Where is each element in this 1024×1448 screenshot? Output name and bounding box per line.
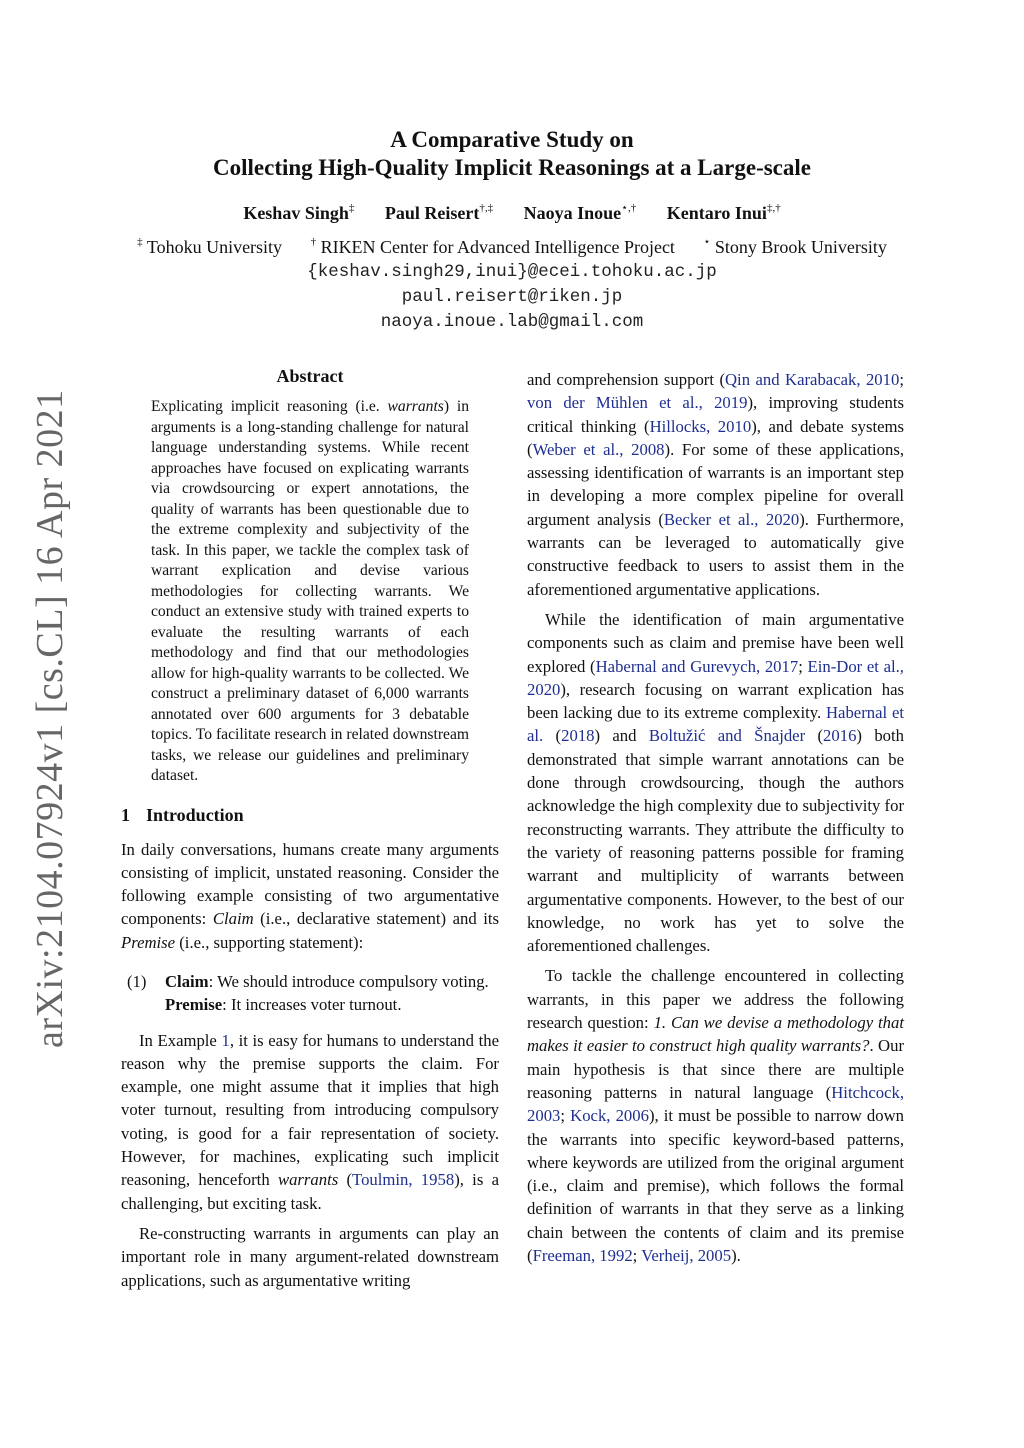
citation-link[interactable]: Verheij, 2005 [641, 1245, 732, 1265]
email-address: {keshav.singh29,inui}@ecei.tohoku.ac.jp [307, 262, 717, 282]
example-claim: Claim: We should introduce compulsory voting. [165, 971, 489, 991]
author-affiliation-marks: ‡,† [766, 202, 781, 214]
section-title: Introduction [146, 804, 244, 825]
left-column [121, 366, 499, 1292]
affiliation-name: Tohoku University [146, 237, 283, 257]
example-number: (1) [127, 971, 147, 991]
paper-title [0, 126, 1024, 182]
affiliation [137, 237, 282, 257]
abstract-heading: Abstract [276, 366, 344, 386]
author-name: Keshav Singh [243, 203, 349, 223]
research-question: 1. Can we devise a methodology that makes it easier to construct high quality warrants? [527, 1013, 904, 1056]
email-address: naoya.inoue.lab@gmail.com [380, 312, 644, 332]
affiliation [703, 237, 886, 257]
author-name: Paul Reisert [384, 203, 480, 223]
email-list [0, 260, 1024, 335]
affiliation-mark: ⋆ [703, 236, 711, 248]
title-line-1: A Comparative Study on [390, 127, 634, 152]
citation-link[interactable]: von der Mühlen et al., 2019 [527, 393, 748, 413]
author-list [0, 201, 1024, 224]
author-affiliation-marks: ‡ [348, 202, 355, 214]
author-name: Kentaro Inui [666, 203, 767, 223]
citation-link[interactable]: Weber et al., 2008 [532, 439, 665, 459]
author [385, 203, 493, 223]
citation-link[interactable]: Habernal et al. [527, 703, 904, 746]
citation-link[interactable]: Ein-Dor et al., 2020 [527, 656, 904, 699]
author-affiliation-marks: †,‡ [479, 202, 494, 214]
intro-paragraph-1: In daily conversations, humans create many arguments consisting of implicit, unstated reasoning. Consider the following example consisting of two argumentative components: Claim (i.e., declarative statement) and its Premise (i.e., supporting statement): [121, 839, 500, 952]
example-premise: Premise: It increases voter turnout. [165, 995, 402, 1015]
affiliation-mark: † [310, 236, 317, 248]
citation-link[interactable]: Hillocks, 2010 [649, 416, 752, 436]
right-paragraph-1: and comprehension support (Qin and Karabacak, 2010; von der Mühlen et al., 2019), improving students critical thinking (Hillocks, 2010), and debate systems (Weber et al., 2008). For some of these applications, assessing identification of warrants is an important step in developing a more complex pipeline for overall argument analysis (Becker et al., 2020). Furthermore, warrants can be leveraged to automatically give constructive feedback to users to assist them in the aforementioned argumentative applications. [527, 370, 904, 599]
arxiv-identifier: arXiv:2104.07924v1 [cs.CL] 16 Apr 2021 [29, 389, 71, 1048]
example-1 [121, 970, 499, 1017]
citation-link[interactable]: Hitchcock, 2003 [527, 1082, 904, 1126]
intro-paragraph-2: In Example 1, it is easy for humans to understand the reason why the premise supports the claim. For example, one might assume that it implies that high voter turnout, resulting from introducing compulsory voting, is good for a fair representation of society. However, for machines, explicating such implicit reasoning, henceforth warrants (Toulmin, 1958), is a challenging, but exciting task. [121, 1030, 499, 1213]
citation-link[interactable]: 2018 [561, 726, 595, 746]
author-affiliation-marks: ⋆,† [621, 202, 637, 214]
affiliation [311, 237, 675, 257]
right-column [527, 368, 904, 1267]
affiliation-name: Stony Brook University [714, 237, 887, 257]
citation-link[interactable]: Toulmin, 1958 [352, 1170, 455, 1190]
citation-link[interactable]: Boltužić and Šnajder [648, 726, 806, 746]
right-paragraph-2: While the identification of main argumentative components such as claim and premise have been well explored (Habernal and Gurevych, 2017; Ein-Dor et al., 2020), research focusing on warrant explication has been lacking due to its extreme complexity. Habernal et al. (2018) and Boltužić and Šnajder (2016) both demonstrated that simple warrant annotations can be done through crowdsourcing, though the authors acknowledge the high complexity due to subjectivity for reconstructing warrants. They attribute the difficulty to the variety of reasoning patterns possible for framing warrant and multiplicity of warrants between argumentative components. However, to the best of our knowledge, no work has yet to solve the aforementioned challenges. [527, 609, 904, 956]
section-number: 1 [121, 804, 130, 825]
author [667, 203, 781, 223]
example-reference-link[interactable]: 1 [221, 1030, 230, 1050]
abstract-text: Explicating implicit reasoning (i.e. warrants) in arguments is a long-standing challenge for natural language understanding systems. While recent approaches have focused on explicating warrants via crowdsourcing or expert annotations, the quality of warrants has been questionable due to the extreme complexity and subjectivity of the task. In this paper, we tackle the complex task of warrant explication and devise various methodologies for collecting warrants. We conduct an extensive study with trained experts to evaluate the resulting warrants of each methodology and find that our methodologies allow for high-quality warrants to be collected. We construct a preliminary dataset of 6,000 warrants annotated over 600 arguments for 3 debatable topics. To facilitate research in related downstream tasks, we release our guidelines and preliminary dataset. [151, 398, 469, 784]
citation-link[interactable]: Freeman, 1992 [532, 1245, 633, 1265]
intro-paragraph-3: Re-constructing warrants in arguments can play an important role in many argument-related downstream applications, such as argumentative writing [121, 1223, 499, 1290]
citation-link[interactable]: Becker et al., 2020 [663, 509, 800, 529]
citation-link[interactable]: Kock, 2006 [570, 1106, 649, 1126]
citation-link[interactable]: Qin and Karabacak, 2010 [725, 370, 900, 389]
affiliation-list [0, 235, 1024, 258]
author [524, 203, 637, 223]
author [243, 203, 354, 223]
author-name: Naoya Inoue [523, 203, 622, 223]
right-paragraph-3: To tackle the challenge encountered in collecting warrants, in this paper we address the following research question: 1. Can we devise a methodology that makes it easier to construct high quality warrants?. Our main hypothesis is that since there are multiple reasoning patterns in natural language (Hitchcock, 2003; Kock, 2006), it must be possible to narrow down the warrants into specific keyword-based patterns, where keywords are utilized from the original argument (i.e., claim and premise), which follows the formal definition of warrants in that they serve as a linking chain between the contents of claim and its premise (Freeman, 1992; Verheij, 2005). [527, 966, 905, 1265]
affiliation-mark: ‡ [137, 236, 143, 248]
citation-link[interactable]: 2016 [823, 726, 857, 746]
title-line-2: Collecting High-Quality Implicit Reasonings at a Large-scale [213, 155, 811, 180]
affiliation-name: RIKEN Center for Advanced Intelligence Project [320, 237, 675, 257]
email-address: paul.reisert@riken.jp [401, 287, 623, 307]
citation-link[interactable]: Habernal and Gurevych, 2017 [595, 656, 799, 676]
section-heading-introduction [121, 805, 499, 826]
